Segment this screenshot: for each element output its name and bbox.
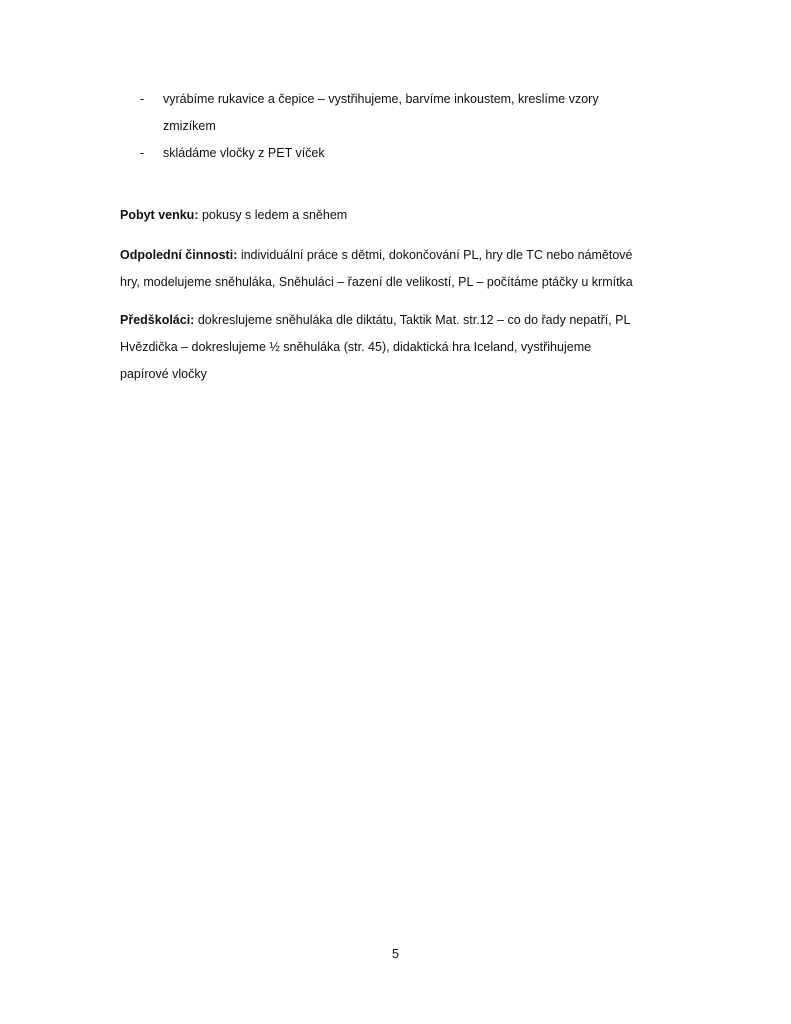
predskolaci-text-line: dokreslujeme sněhuláka dle diktátu, Taktik Mat. str.12 – co do řady nepatří, PL: [194, 313, 631, 327]
list-item: [140, 140, 660, 167]
page-number: 5: [392, 947, 399, 961]
pobyt-venku-text: pokusy s ledem a sněhem: [198, 208, 348, 222]
predskolaci-paragraph: [120, 307, 680, 388]
bullet-text-line: vyrábíme rukavice a čepice – vystřihujeme, barvíme inkoustem, kreslíme vzory: [163, 92, 599, 106]
predskolaci-label: Předškoláci:: [120, 313, 195, 327]
pobyt-venku-label: Pobyt venku:: [120, 208, 199, 222]
bullet-text-line: zmizíkem: [163, 119, 216, 133]
bullet-dash: -: [140, 146, 145, 160]
activity-bullet-list: [140, 86, 660, 167]
predskolaci-text-line: Hvězdička – dokreslujeme ½ sněhuláka (str. 45), didaktická hra Iceland, vystřihujeme: [120, 340, 592, 354]
bullet-text-line: skládáme vločky z PET víček: [163, 146, 325, 160]
odpoledni-cinnosti-label: Odpolední činnosti:: [120, 248, 238, 262]
odpoledni-cinnosti-paragraph: [120, 242, 680, 296]
pobyt-venku-paragraph: [120, 202, 680, 229]
predskolaci-text-line: papírové vločky: [120, 367, 207, 381]
bullet-dash: -: [140, 92, 145, 106]
list-item: [140, 86, 660, 140]
odpoledni-text-line: individuální práce s dětmi, dokončování PL, hry dle TC nebo námětové: [237, 248, 633, 262]
odpoledni-text-line: hry, modelujeme sněhuláka, Sněhuláci – řazení dle velikostí, PL – počítáme ptáčky u krmítka: [120, 275, 633, 289]
